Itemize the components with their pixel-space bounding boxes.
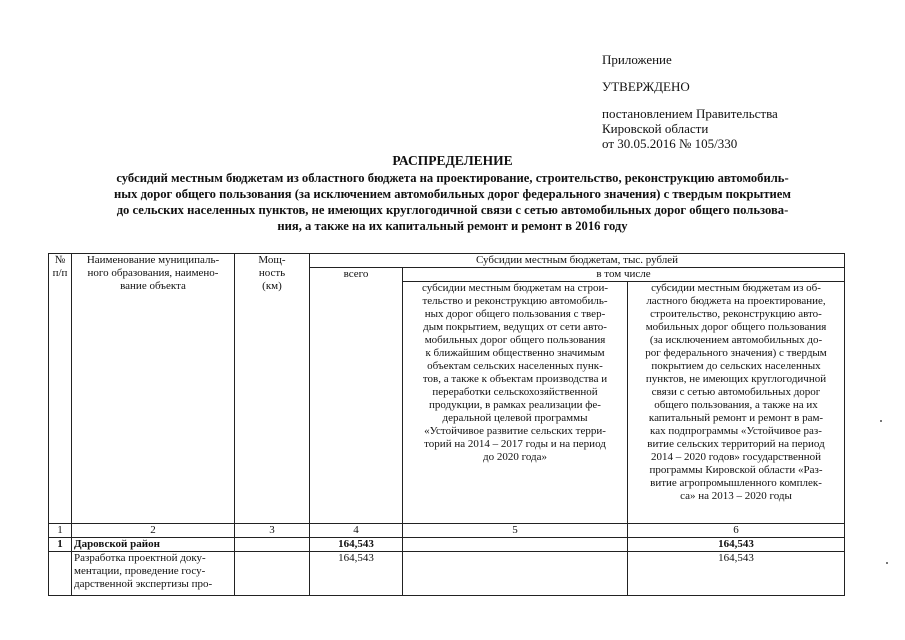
row-total: 164,543	[310, 538, 403, 552]
header-regional-subsidies: субсидии местным бюджетам из об- ластного бюджета на проектирование, строительство, реконструкцию авто- мобильных дорог общего пользования (за исключением автомобильных до- рог федерального значения) с твердым покрытием до сельских населенных пунктов, не имеющих круглогодичной связи с сетью автомобильных дорог общего пользования, а также на их капитальный ремонт и ремонт в рам- ках подпрограммы «Устойчивое раз- витие сельских территорий на период 2014 – 2020 годов» государственной программы Кировской области «Раз- витие агропромышленного комплек- са» на 2013 – 2020 годы	[628, 282, 845, 524]
column-number-row	[49, 524, 845, 538]
header-including: в том числе	[403, 268, 845, 282]
header-federal-subsidies: субсидии местным бюджетам на строи- тельство и реконструкцию автомобиль- ных дорог общего пользования с твер- дым покрытием, ведущих от сети авто- мобильных дорог общего пользования к ближайшим общественно значимым объектам сельских населенных пунк- тов, а также к объектам производства и переработки сельскохозяйственной продукции, в рамках реализации фе- деральной целевой программы «Устойчивое развитие сельских терри- торий на 2014 – 2017 годы и на период до 2020 года»	[403, 282, 628, 524]
row-federal	[403, 538, 628, 552]
subtitle-line: до сельских населенных пунктов, не имеющих круглогодичной связи с сетью автомобильных дорог общего пользова-	[116, 203, 789, 217]
row-capacity	[235, 538, 310, 552]
row-num	[49, 552, 72, 596]
column-number: 3	[235, 524, 310, 538]
header-num: № п/п	[49, 254, 72, 524]
row-capacity	[235, 552, 310, 596]
row-regional: 164,543	[628, 538, 845, 552]
decree-date-number: от 30.05.2016 № 105/330	[602, 136, 738, 151]
table-row	[49, 552, 845, 596]
column-number: 5	[403, 524, 628, 538]
column-number: 6	[628, 524, 845, 538]
column-number: 1	[49, 524, 72, 538]
table-row	[49, 538, 845, 552]
document-title: РАСПРЕДЕЛЕНИЕ	[392, 153, 513, 168]
subtitle-line: ных дорог общего пользования (за исключением автомобильных дорог федерального значения) с твердым покрытием	[114, 187, 791, 201]
row-federal	[403, 552, 628, 596]
row-total: 164,543	[310, 552, 403, 596]
header-name: Наименование муниципаль- ного образования, наимено- вание объекта	[72, 254, 235, 524]
column-number: 2	[72, 524, 235, 538]
distribution-table	[48, 253, 845, 596]
row-name: Разработка проектной доку- ментации, проведение госу- дарственной экспертизы про-	[72, 552, 235, 596]
subtitle-line: субсидий местным бюджетам из областного бюджета на проектирование, строительство, реконструкцию автомобиль-	[116, 171, 789, 185]
document-subtitle	[40, 170, 865, 234]
appendix-label: Приложение	[602, 52, 672, 67]
column-number: 4	[310, 524, 403, 538]
row-num: 1	[49, 538, 72, 552]
header-subsidies: Субсидии местным бюджетам, тыс. рублей	[310, 254, 845, 268]
header-total: всего	[310, 268, 403, 524]
row-regional: 164,543	[628, 552, 845, 596]
row-name: Даровской район	[72, 538, 235, 552]
scan-speck	[880, 420, 882, 422]
decree-line: постановлением Правительства	[602, 106, 778, 121]
approval-block	[602, 52, 778, 151]
subtitle-line: ния, а также на их капитальный ремонт и ремонт в 2016 году	[277, 219, 628, 233]
scan-speck	[886, 562, 888, 564]
approved-label: УТВЕРЖДЕНО	[602, 79, 690, 94]
header-capacity: Мощ- ность (км)	[235, 254, 310, 524]
decree-line: Кировской области	[602, 121, 709, 136]
